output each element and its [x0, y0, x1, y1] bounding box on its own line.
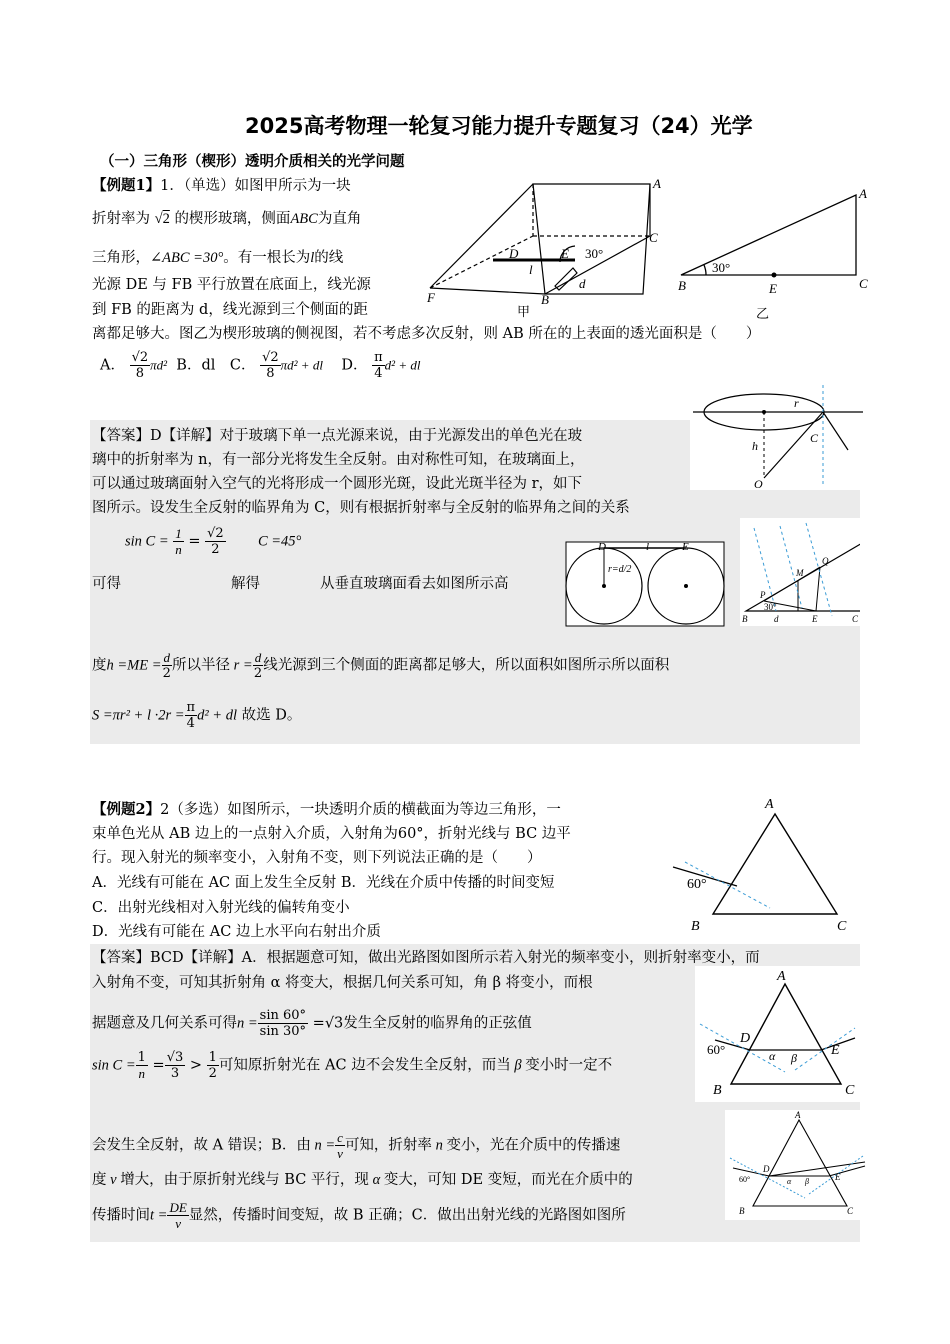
svg-text:α: α	[769, 1049, 776, 1063]
svg-text:β: β	[791, 1051, 797, 1065]
text: 变小时一定不	[525, 1057, 613, 1074]
svg-text:C: C	[852, 614, 859, 624]
svg-text:60°: 60°	[687, 877, 707, 892]
option-a-label: A．	[100, 357, 125, 374]
label-B: B	[541, 292, 549, 307]
label-E: E	[561, 246, 569, 261]
answer-1-line-7: S =πr² + l ·2r = $\frac{\pi}{4}$ d² + dl 故选 D。	[92, 700, 302, 731]
label-B: B	[678, 278, 686, 293]
text: 可得	[92, 576, 121, 592]
example-2-line-1	[92, 798, 561, 822]
svg-text:O: O	[754, 477, 763, 491]
figure-triangle-rays	[740, 518, 860, 626]
text: 1．（单选）如图甲所示为一块	[160, 178, 351, 194]
figure-triangle-DE	[695, 966, 865, 1102]
svg-text:30°: 30°	[764, 602, 777, 612]
example-1-line-5: 到 FB 的距离为 d，线光源到三个侧面的距	[92, 302, 368, 318]
svg-text:C: C	[845, 1083, 855, 1098]
text: 折射率为	[92, 211, 150, 227]
sqrt2: √2	[154, 211, 170, 227]
svg-text:C: C	[810, 431, 819, 445]
svg-text:M: M	[796, 568, 804, 578]
caption-jia: 甲	[517, 304, 531, 319]
label-30deg: 30°	[585, 246, 604, 261]
example-2-option-ab: A．光线有可能在 AC 面上发生全反射 B．光线在介质中传播的时间变短	[92, 875, 555, 891]
example-1-line-6: 离都足够大。图乙为楔形玻璃的侧视图，若不考虑多次反射，则 AB 所在的上表面的透光面积是（ ）	[92, 326, 761, 342]
svg-text:60°: 60°	[707, 1042, 726, 1057]
equation-sinC: sin C =	[125, 533, 169, 550]
label-l: l	[529, 262, 533, 277]
example-2-option-d: D．光线有可能在 AC 边上水平向右射出介质	[92, 924, 381, 940]
caption-yi: 乙	[756, 306, 770, 321]
example-2-line-2: 束单色光从 AB 边上的一点射入介质，入射角为60°，折射光线与 BC 边平	[92, 826, 571, 842]
example-2-option-c: C．出射光线相对入射光线的偏转角变小	[92, 900, 350, 916]
equation-C45: C =45°	[257, 533, 302, 550]
figure-jia	[425, 176, 675, 321]
text: 传播时间	[92, 1207, 150, 1224]
text: 可知，折射率	[344, 1137, 432, 1154]
example-1-line-2	[92, 207, 361, 231]
answer-2-line-5: 会发生全反射，故 A 错误；B．由 n = $\frac{c}{v}$ 可知，折射率 n 变小，光在介质中的传播速	[92, 1130, 621, 1161]
svg-text:d: d	[774, 614, 779, 624]
answer-1-line-1: 【答案】D【详解】对于玻璃下单一点光源来说，由于光源发出的单色光在玻	[92, 428, 583, 444]
example-1-line-4: 光源 DE 与 FB 平行放置在底面上，线光源	[92, 277, 371, 293]
option-bc-label: B．dl C．	[176, 357, 256, 374]
label-D: D	[509, 246, 519, 261]
text: 增大，由于原折射光线与 BC 平行，现	[120, 1172, 369, 1188]
angle-expression: ∠ABC =30°	[150, 250, 224, 266]
svg-text:E: E	[682, 541, 689, 553]
text: 所以半径	[172, 657, 231, 674]
svg-text:B: B	[691, 919, 700, 934]
figure-equilateral-triangle	[665, 792, 865, 938]
svg-text:Q: Q	[822, 556, 829, 566]
example-tag: 【例题2】	[92, 801, 161, 818]
svg-text:A: A	[777, 969, 786, 984]
answer-1-line-6: 度h =ME = $\frac{d}{2}$ 所以半径 r = $\frac{d}{2}$ 线光源到三个侧面的距离都足够大，所以面积如图所示所以面积	[92, 650, 670, 681]
text: 发生全反射的临界角的正弦值	[343, 1015, 532, 1032]
text: 的楔形玻璃，侧面	[174, 211, 291, 227]
svg-text:β: β	[805, 1177, 809, 1186]
svg-text:C: C	[847, 1206, 854, 1216]
answer-2-line-2: 入射角不变，可知其折射角 α 将变大，根据几何关系可知，角 β 将变小，而根	[92, 975, 593, 991]
answer-2-line-3: 据题意及几何关系可得n = $\frac{\sin 60^\circ}{\sin 30^\circ}$ =√3发生全反射的临界角的正弦值	[92, 1008, 532, 1039]
figure-triangle-exit	[725, 1110, 870, 1220]
svg-text:60°: 60°	[739, 1175, 751, 1184]
example-2-line-3: 行。现入射光的频率变小，入射角不变，则下列说法正确的是（ ）	[92, 850, 542, 866]
svg-text:D: D	[763, 1164, 770, 1174]
text: 会发生全反射，故 A 错误；B．由	[92, 1137, 311, 1154]
example-1-options: A． $\frac{√2}{8}$ πd² B．dl C． $\frac{√2}{8}$ πd² + dl D． $\frac{\pi}{4}$ d² + dl	[100, 350, 421, 381]
text: 度	[92, 657, 107, 674]
text: 故选 D。	[241, 707, 302, 724]
answer-2-line-1: 【答案】BCD【详解】A．根据题意可知，做出光路图如图所示若入射光的频率变小，则折射率变小，而	[92, 950, 760, 966]
svg-text:r: r	[794, 396, 799, 410]
svg-text:B: B	[742, 614, 748, 624]
text: 变大，可知 DE 变短，而光在介质中的	[383, 1172, 633, 1188]
text: 据题意及几何关系可得	[92, 1015, 237, 1032]
option-d-formula: $\frac{\pi}{4}$	[374, 350, 383, 381]
svg-text:B: B	[739, 1206, 745, 1216]
text: 线光源到三个侧面的距离都足够大，所以面积如图所示所以面积	[263, 657, 670, 674]
label-30deg: 30°	[712, 260, 731, 275]
example-1-line-3	[92, 246, 343, 270]
label-E: E	[769, 281, 777, 296]
text: 变小，光在介质中的传播速	[446, 1137, 621, 1154]
answer-1-line-2: 璃中的折射率为 n，有一部分光将发生全反射。由对称性可知，在玻璃面上，	[92, 452, 585, 468]
svg-text:C: C	[837, 919, 847, 934]
svg-text:E: E	[831, 1043, 840, 1058]
text: 。有一根长为	[223, 250, 311, 266]
text: 2（多选）如图所示，一块透明介质的横截面为等边三角形，一	[160, 802, 561, 818]
label-A: A	[653, 176, 661, 191]
option-d-label: D．	[341, 357, 368, 374]
text: 解得	[231, 576, 260, 592]
answer-2-line-6: 度 v 增大，由于原折射光线与 BC 平行，现 α 变大，可知 DE 变短，而光在介质中的	[92, 1172, 633, 1188]
answer-2-line-7: 传播时间t = $\frac{DE}{v}$ 显然，传播时间变短，故 B 正确；C．做出出射光线的光路图如图所	[92, 1200, 626, 1231]
answer-1-line-3: 可以通过玻璃面射入空气的光将形成一个圆形光斑，设此光斑半径为 r，如下	[92, 476, 583, 492]
text: ABC	[290, 211, 318, 227]
option-a-formula: $\frac{√2}{8}$	[131, 350, 149, 381]
text: 显然，传播时间变短，故 B 正确；C．做出出射光线的光路图如图所	[188, 1207, 626, 1224]
figure-light-cone	[688, 380, 868, 492]
text: 度	[92, 1172, 107, 1188]
svg-text:l: l	[646, 541, 650, 553]
svg-text:D: D	[598, 541, 606, 553]
text: 为直角	[317, 211, 362, 227]
label-C: C	[649, 230, 658, 245]
svg-text:h: h	[752, 439, 758, 453]
answer-2-line-4: sin C = $\frac{1}{n}$ = $\frac{√3}{3}$ > $\frac{1}{2}$ 可知原折射光在 AC 边不会发生全反射，而当 β 变小时一定不	[92, 1050, 613, 1081]
label-C: C	[859, 276, 868, 291]
svg-text:D: D	[740, 1031, 751, 1046]
text: 可知原折射光在 AC 边不会发生全反射，而当	[218, 1057, 511, 1074]
page-title: 2025高考物理一轮复习能力提升专题复习（24）光学	[245, 114, 753, 138]
example-tag: 【例题1】	[92, 177, 161, 194]
text: 的线	[314, 250, 344, 266]
option-c-formula: $\frac{√2}{8}$	[262, 350, 279, 381]
text: 从垂直玻璃面看去如图所示高	[320, 576, 509, 592]
svg-text:r=d/2: r=d/2	[608, 564, 632, 575]
section-heading: （一）三角形（楔形）透明介质相关的光学问题	[100, 154, 405, 170]
svg-text:A: A	[795, 1110, 801, 1120]
svg-text:B: B	[713, 1083, 722, 1098]
svg-text:A: A	[765, 797, 774, 812]
text: l	[310, 250, 315, 266]
answer-1-equation: sin C = $\frac{1}{n}$ = $\frac{√2}{2}$ C =45°	[125, 526, 302, 557]
text: 三角形，	[92, 250, 150, 266]
svg-text:E: E	[835, 1172, 841, 1182]
answer-1-line-5	[92, 572, 509, 596]
label-d: d	[579, 276, 586, 291]
label-F: F	[427, 290, 435, 305]
example-1-line-1	[92, 174, 351, 198]
svg-text:P: P	[760, 590, 766, 600]
svg-text:E: E	[812, 614, 818, 624]
svg-text:α: α	[787, 1177, 792, 1186]
answer-1-line-4: 图所示。设发生全反射的临界角为 C，则有根据折射率与全反射的临界角之间的关系	[92, 500, 630, 516]
figure-two-circles	[564, 538, 726, 628]
figure-yi	[676, 180, 876, 325]
label-A: A	[859, 186, 867, 201]
